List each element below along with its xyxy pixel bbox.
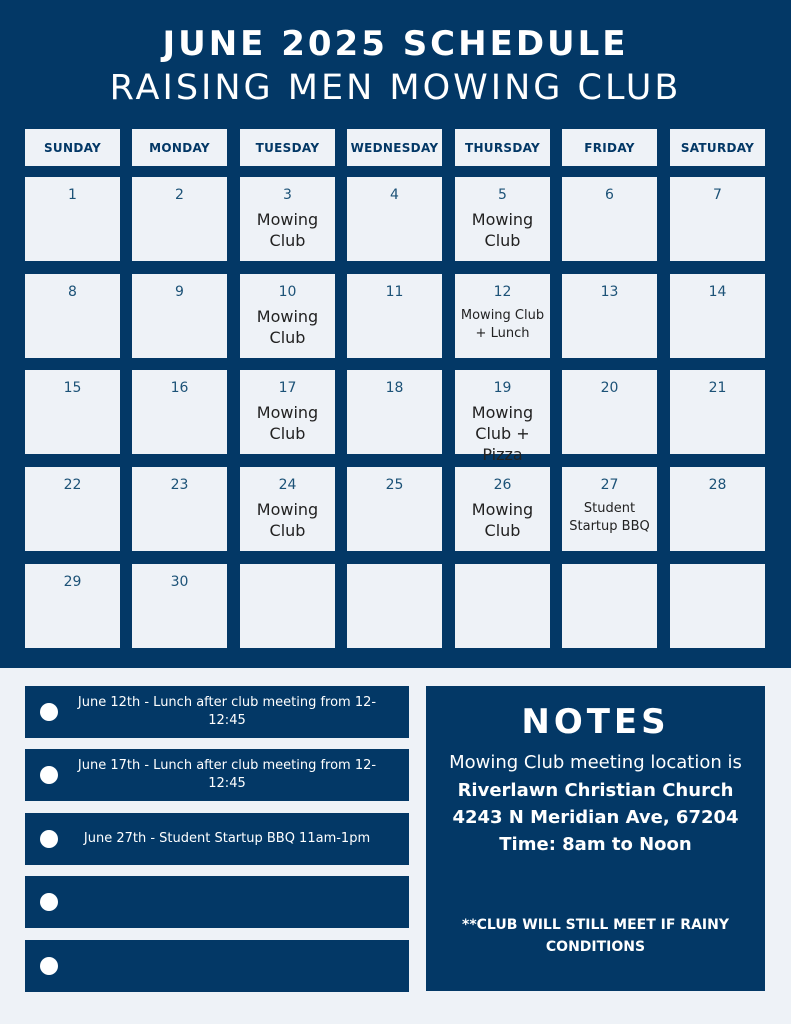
calendar-day-cell xyxy=(132,177,227,261)
day-number: 10 xyxy=(278,284,297,300)
day-header-wednesday: WEDNESDAY xyxy=(347,129,442,166)
event-text: June 17th - Lunch after club meeting from 12-12:45 xyxy=(77,758,377,791)
day-number: 19 xyxy=(493,380,512,396)
day-header-monday: MONDAY xyxy=(132,129,227,166)
calendar-day-cell xyxy=(347,467,442,551)
notes-time: Time: 8am to Noon xyxy=(499,834,692,855)
bullet-icon xyxy=(40,766,58,784)
day-event-label: Student Startup BBQ xyxy=(569,501,650,534)
event-text: June 27th - Student Startup BBQ 11am-1pm xyxy=(83,831,371,846)
event-text xyxy=(67,882,387,922)
day-header-saturday: SATURDAY xyxy=(670,129,765,166)
day-number: 22 xyxy=(63,477,82,493)
page-subtitle: RAISING MEN MOWING CLUB xyxy=(109,68,682,108)
calendar-day-cell xyxy=(562,564,657,648)
notes-panel xyxy=(426,686,765,991)
page-title: JUNE 2025 SCHEDULE xyxy=(162,24,629,64)
calendar-day-cell xyxy=(670,274,765,358)
day-event-label: Mowing Club xyxy=(256,500,319,540)
day-number: 30 xyxy=(170,574,189,590)
calendar-day-cell xyxy=(347,564,442,648)
event-item xyxy=(25,876,409,928)
calendar-day-cell xyxy=(347,370,442,454)
calendar-day-cell xyxy=(240,177,335,261)
day-event-label: Mowing Club xyxy=(471,210,534,250)
day-number: 8 xyxy=(68,284,77,300)
event-item xyxy=(25,686,409,738)
day-number: 1 xyxy=(68,187,77,203)
day-number: 18 xyxy=(385,380,404,396)
day-number: 6 xyxy=(605,187,614,203)
day-number: 29 xyxy=(63,574,82,590)
day-event-label: Mowing Club xyxy=(256,307,319,347)
calendar-day-cell xyxy=(455,564,550,648)
event-item xyxy=(25,749,409,801)
day-number: 25 xyxy=(385,477,404,493)
calendar-day-cell xyxy=(562,467,657,551)
calendar-day-cell xyxy=(670,370,765,454)
notes-location-intro: Mowing Club meeting location is xyxy=(449,752,742,773)
notes-location-name: Riverlawn Christian Church xyxy=(457,780,734,801)
calendar-day-cell xyxy=(132,274,227,358)
calendar-day-cell xyxy=(670,177,765,261)
day-number: 20 xyxy=(600,380,619,396)
day-number: 3 xyxy=(283,187,292,203)
day-number: 28 xyxy=(708,477,727,493)
day-number: 14 xyxy=(708,284,727,300)
day-event-label: Mowing Club + Pizza xyxy=(471,403,534,464)
calendar-day-cell xyxy=(455,177,550,261)
day-number: 12 xyxy=(493,284,512,300)
calendar-day-cell xyxy=(670,467,765,551)
calendar-day-cell xyxy=(670,564,765,648)
day-event-label: Mowing Club xyxy=(256,403,319,443)
day-header-sunday: SUNDAY xyxy=(25,129,120,166)
day-number: 5 xyxy=(498,187,507,203)
bullet-icon xyxy=(40,893,58,911)
day-number: 26 xyxy=(493,477,512,493)
notes-rain-policy: **CLUB WILL STILL MEET IF RAINY CONDITIONS xyxy=(462,917,729,955)
day-number: 15 xyxy=(63,380,82,396)
day-number: 4 xyxy=(390,187,399,203)
day-number: 11 xyxy=(385,284,404,300)
day-number: 9 xyxy=(175,284,184,300)
day-number: 27 xyxy=(600,477,619,493)
notes-title: NOTES xyxy=(521,702,670,742)
calendar-day-cell xyxy=(240,564,335,648)
day-event-label: Mowing Club xyxy=(256,210,319,250)
day-header-friday: FRIDAY xyxy=(562,129,657,166)
calendar-day-cell xyxy=(455,467,550,551)
bullet-icon xyxy=(40,830,58,848)
day-header-tuesday: TUESDAY xyxy=(240,129,335,166)
bullet-icon xyxy=(40,703,58,721)
calendar-day-cell xyxy=(25,370,120,454)
calendar-day-cell xyxy=(240,467,335,551)
calendar-day-cell xyxy=(132,467,227,551)
day-number: 23 xyxy=(170,477,189,493)
calendar-day-cell xyxy=(455,370,550,464)
calendar-day-cell xyxy=(132,564,227,648)
event-item xyxy=(25,813,409,865)
day-event-label: Mowing Club + Lunch xyxy=(460,308,545,341)
calendar-day-cell xyxy=(132,370,227,454)
calendar-day-cell xyxy=(25,564,120,648)
day-number: 17 xyxy=(278,380,297,396)
calendar-day-cell xyxy=(562,177,657,261)
day-header-thursday: THURSDAY xyxy=(455,129,550,166)
calendar-day-cell xyxy=(347,274,442,358)
event-text xyxy=(67,946,387,986)
day-event-label: Mowing Club xyxy=(471,500,534,540)
day-number: 2 xyxy=(175,187,184,203)
event-text: June 12th - Lunch after club meeting from 12-12:45 xyxy=(77,695,377,728)
calendar-day-cell xyxy=(25,467,120,551)
calendar-day-cell xyxy=(347,177,442,261)
calendar-day-cell xyxy=(240,370,335,454)
day-number: 13 xyxy=(600,284,619,300)
calendar-day-cell xyxy=(562,274,657,358)
calendar-day-cell xyxy=(240,274,335,358)
day-number: 21 xyxy=(708,380,727,396)
notes-address: 4243 N Meridian Ave, 67204 xyxy=(452,807,739,828)
day-number: 24 xyxy=(278,477,297,493)
day-number: 7 xyxy=(713,187,722,203)
calendar-day-cell xyxy=(25,274,120,358)
calendar-day-cell xyxy=(455,274,550,358)
event-item xyxy=(25,940,409,992)
day-number: 16 xyxy=(170,380,189,396)
calendar-day-cell xyxy=(562,370,657,454)
bullet-icon xyxy=(40,957,58,975)
calendar-day-cell xyxy=(25,177,120,261)
